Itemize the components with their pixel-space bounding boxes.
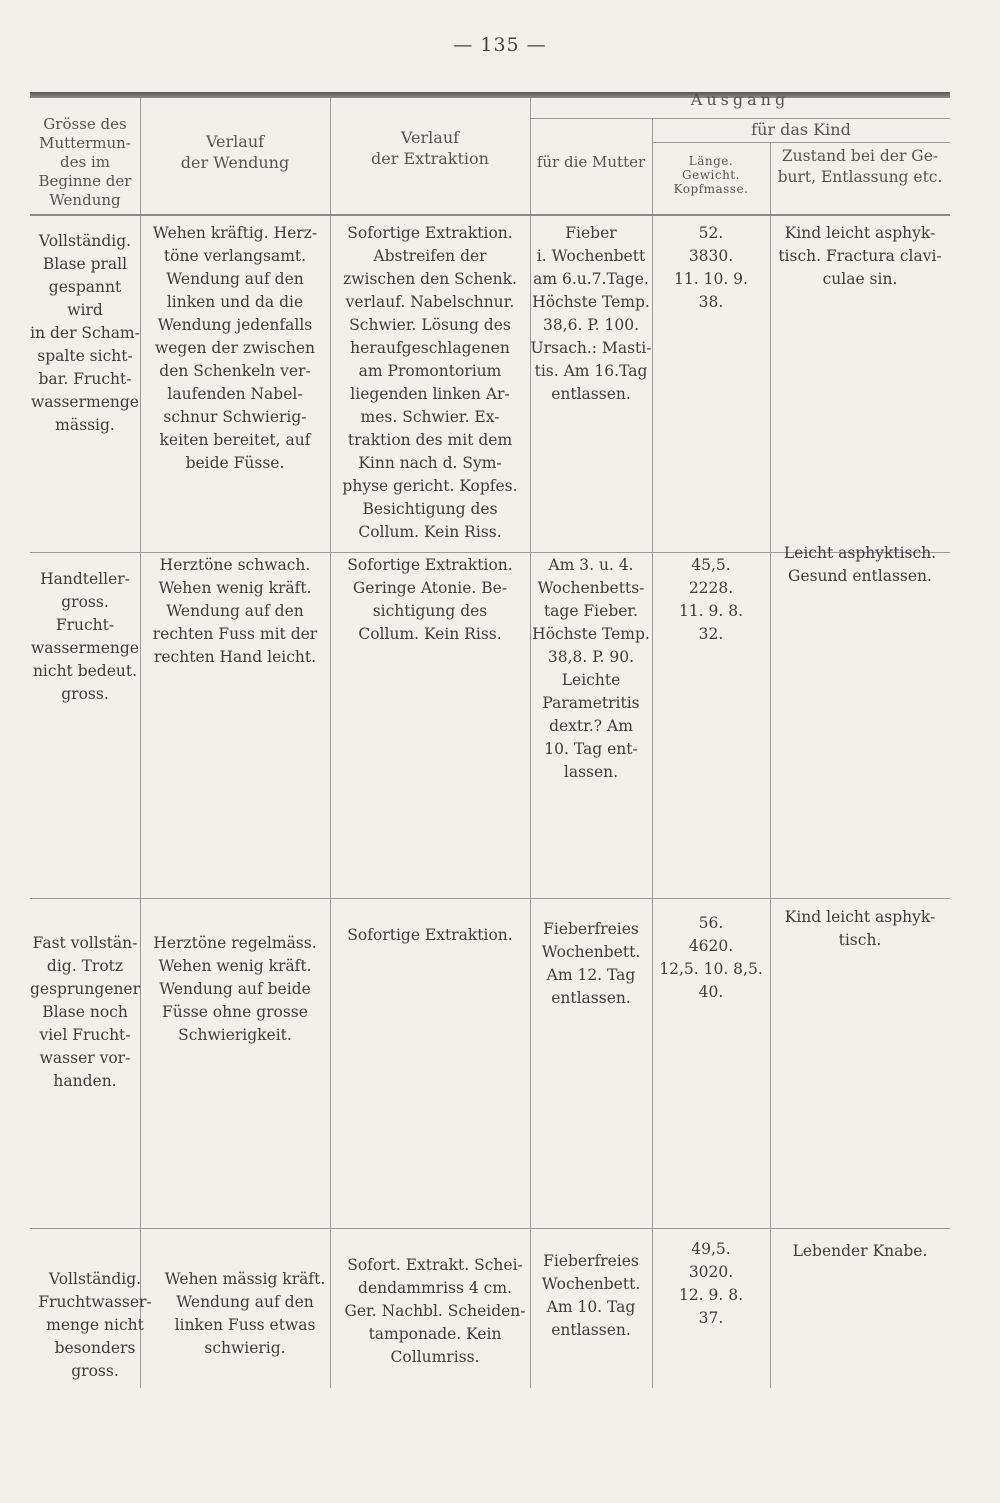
row-rule xyxy=(30,1228,950,1229)
row2-grosse: Handteller- gross. Frucht- wassermenge nicht bedeut. gross. xyxy=(31,570,139,703)
data-table xyxy=(30,90,950,1388)
row4-mutter: Fieberfreies Wochenbett. Am 10. Tag entlassen. xyxy=(541,1252,641,1339)
row1-extraktion: Sofortige Extraktion. Abstreifen der zwischen den Schenk. verlauf. Nabelschnur. Schwier. Lösung des heraufgeschlagenen am Promontorium liegenden linken Ar- mes. Schwier. Ex- traktion des mit dem Kinn nach d. Sym- physe gericht. Kopfes. Besichtigung des Collum. Kein Riss. xyxy=(342,224,518,541)
row2-zustand: Leicht asphyktisch. Gesund entlassen. xyxy=(783,544,937,585)
row4-extraktion: Sofort. Extrakt. Schei- dendammriss 4 cm. Ger. Nachbl. Scheiden- tamponade. Kein Collumriss. xyxy=(344,1256,526,1366)
row3-mutter: Fieberfreies Wochenbett. Am 12. Tag entlassen. xyxy=(541,920,641,1007)
row3-extraktion: Sofortige Extraktion. xyxy=(347,926,513,944)
header-zustand: Zustand bei der Ge- burt, Entlassung etc. xyxy=(777,147,943,186)
row1-laenge: 52. 3830. 11. 10. 9. 38. xyxy=(674,224,748,311)
header-laenge: Länge. Gewicht. Kopfmasse. xyxy=(673,154,749,196)
row1-mutter: Fieber i. Wochenbett am 6.u.7.Tage. Höchste Temp. 38,6. P. 100. Ursach.: Masti- tis. Am 16.Tag entlassen. xyxy=(530,224,652,403)
ausgang-rule xyxy=(530,118,950,119)
row3-laenge: 56. 4620. 12,5. 10. 8,5. 40. xyxy=(659,914,763,1001)
kind-rule xyxy=(652,142,950,143)
row3-zustand: Kind leicht asphyk- tisch. xyxy=(784,908,936,949)
header-fuer-mutter: für die Mutter xyxy=(536,153,646,171)
row2-laenge: 45,5. 2228. 11. 9. 8. 32. xyxy=(678,556,744,643)
header-verlauf-extraktion: Verlauf der Extraktion xyxy=(371,128,489,168)
row4-zustand: Lebender Knabe. xyxy=(792,1242,928,1260)
header-bottom-rule xyxy=(30,214,950,216)
header-verlauf-wendung: Verlauf der Wendung xyxy=(180,132,290,172)
row2-extraktion: Sofortige Extraktion. Geringe Atonie. Be- sichtigung des Collum. Kein Riss. xyxy=(347,556,513,643)
row2-mutter: Am 3. u. 4. Wochenbetts- tage Fieber. Höchste Temp. 38,8. P. 90. Leichte Parametritis dextr.? Am 10. Tag ent- lassen. xyxy=(532,556,650,781)
column-separator xyxy=(770,142,771,1388)
row3-wendung: Herztöne regelmäss. Wehen wenig kräft. Wendung auf beide Füsse ohne grosse Schwierigkeit. xyxy=(153,934,317,1044)
row2-wendung: Herztöne schwach. Wehen wenig kräft. Wendung auf den rechten Fuss mit der rechten Hand leicht. xyxy=(152,556,318,666)
header-fuer-kind: für das Kind xyxy=(751,120,851,139)
row1-wendung: Wehen kräftig. Herz- töne verlangsamt. Wendung auf den linken und da die Wendung jedenfalls wegen der zwischen den Schenkeln ver- laufenden Nabel- schnur Schwierig- keiten bereitet, auf beide Füsse. xyxy=(152,224,318,472)
row1-zustand: Kind leicht asphyk- tisch. Fractura clavi- culae sin. xyxy=(778,224,942,288)
row4-grosse: Vollständig. Fruchtwasser- menge nicht besonders gross. xyxy=(38,1270,152,1380)
row4-laenge: 49,5. 3020. 12. 9. 8. 37. xyxy=(678,1240,744,1327)
row4-wendung: Wehen mässig kräft. Wendung auf den linken Fuss etwas schwierig. xyxy=(164,1270,326,1357)
header-ausgang: Ausgang xyxy=(690,90,790,109)
page-number: — 135 — xyxy=(453,34,547,56)
row1-grosse: Vollständig. Blase prall gespannt wird in der Scham- spalte sicht- bar. Frucht- wassermenge mässig. xyxy=(30,232,140,434)
row-rule xyxy=(30,898,950,899)
header-grosse: Grösse des Muttermun- des im Beginne der Wendung xyxy=(38,115,132,209)
row3-grosse: Fast vollstän- dig. Trotz gesprungener Blase noch viel Frucht- wasser vor- handen. xyxy=(30,934,141,1090)
